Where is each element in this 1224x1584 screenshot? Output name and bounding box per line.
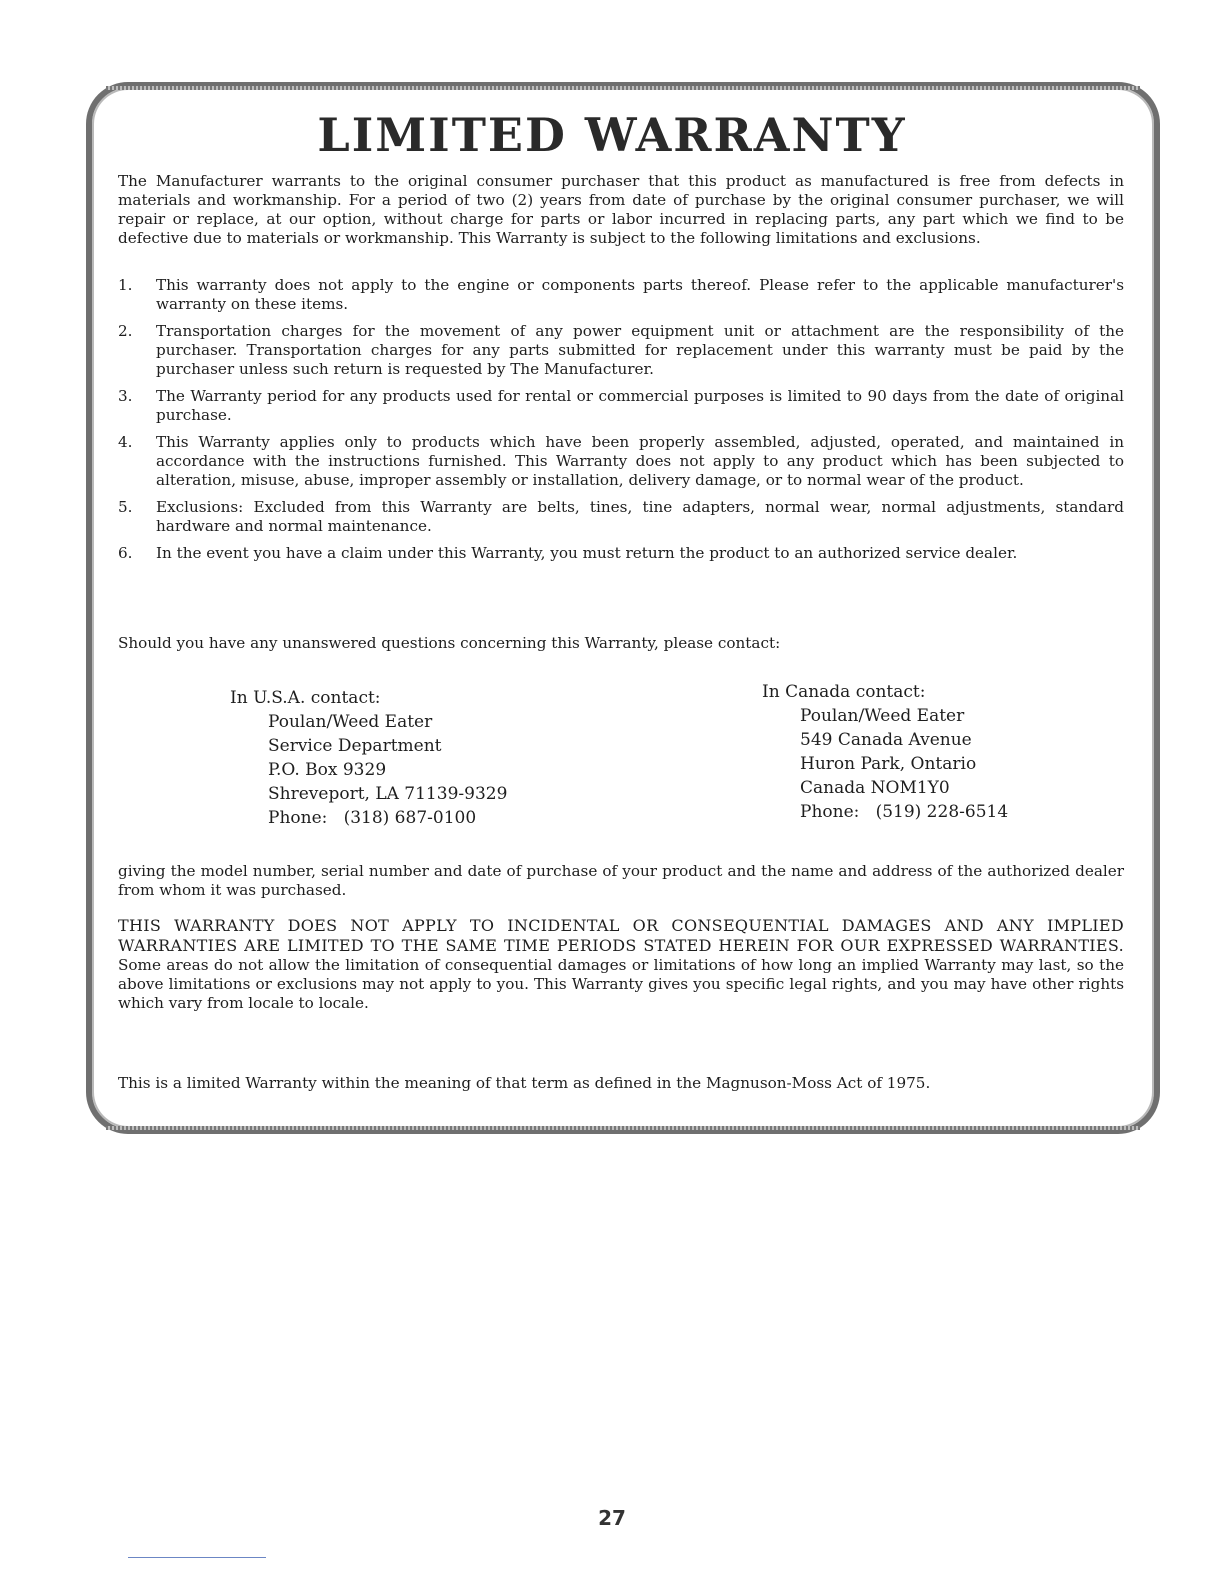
- intro-paragraph: The Manufacturer warrants to the original consumer purchaser that this product as manufactured is free from defects in materials and workmanship. For a period of two (2) years from date of purchase by the original consumer purchaser, we will repair or replace, at our option, without charge for parts or labor incurred in replacing parts, any part which we find to be defective due to materials or workmanship. This Warranty is subject to the following limitations and exclusions.: [118, 172, 1124, 247]
- disclaimer-caps: THIS WARRANTY DOES NOT APPLY TO INCIDENTAL OR CONSEQUENTIAL DAMAGES AND ANY IMPLIED WARRANTIES ARE LIMITED TO THE SAME TIME PERIODS STATED HEREIN FOR OUR EXPRESSED WARRANTIES.: [118, 916, 1124, 955]
- item-number: 5.: [118, 498, 133, 516]
- item-number: 3.: [118, 387, 133, 405]
- footer-rule: [128, 1557, 266, 1558]
- list-item: [118, 433, 1124, 490]
- list-item: [118, 387, 1124, 425]
- page-title: LIMITED WARRANTY: [317, 108, 907, 162]
- usa-address-line: Service Department: [268, 736, 442, 756]
- usa-address-line: Poulan/Weed Eater: [268, 712, 433, 732]
- item-text: This Warranty applies only to products which have been properly assembled, adjusted, operated, and maintained in accordance with the instructions furnished. This Warranty does not apply to any product which has been subjected to alteration, misuse, abuse, improper assembly or installation, delivery damage, or to normal wear of the product.: [156, 433, 1124, 489]
- list-item: [118, 544, 1124, 563]
- canada-address-line: Poulan/Weed Eater: [800, 706, 965, 726]
- item-number: 1.: [118, 276, 133, 294]
- list-item: [118, 276, 1124, 314]
- item-number: 6.: [118, 544, 133, 562]
- page-number: 27: [598, 1506, 626, 1530]
- usa-phone: Phone: (318) 687-0100: [268, 808, 477, 828]
- item-number: 4.: [118, 433, 133, 451]
- usa-contact-block: [230, 686, 507, 830]
- canada-contact-block: [762, 680, 1008, 824]
- item-text: Exclusions: Excluded from this Warranty are belts, tines, tine adapters, normal wear, normal adjustments, standard hardware and normal maintenance.: [156, 498, 1124, 535]
- canada-address-line: Canada NOM1Y0: [800, 778, 950, 798]
- canada-phone: Phone: (519) 228-6514: [800, 802, 1009, 822]
- disclaimer-followup: Some areas do not allow the limitation of consequential damages or limitations of how long an implied Warranty may last, so the above limitations or exclusions may not apply to you. This Warranty gives you specific legal rights, and you may have other rights which vary from locale to locale.: [118, 956, 1124, 1012]
- item-text: Transportation charges for the movement of any power equipment unit or attachment are the responsibility of the purchaser. Transportation charges for any parts submitted for replacement under this warranty must be paid by the purchaser unless such return is requested by The Manufacturer.: [156, 322, 1124, 378]
- usa-contact-heading: In U.S.A. contact:: [230, 688, 381, 708]
- magnuson-moss-statement: This is a limited Warranty within the meaning of that term as defined in the Magnuson-Moss Act of 1975.: [118, 1074, 931, 1092]
- item-text: This warranty does not apply to the engine or components parts thereof. Please refer to the applicable manufacturer's warranty on these items.: [156, 276, 1124, 313]
- item-text: In the event you have a claim under this Warranty, you must return the product to an authorized service dealer.: [156, 544, 1018, 562]
- usa-address-line: P.O. Box 9329: [268, 760, 387, 780]
- list-item: [118, 498, 1124, 536]
- limitations-list: [118, 276, 1124, 571]
- disclaimer-paragraph: [118, 916, 1124, 1013]
- item-number: 2.: [118, 322, 133, 340]
- usa-address-line: Shreveport, LA 71139-9329: [268, 784, 508, 804]
- canada-address-line: 549 Canada Avenue: [800, 730, 972, 750]
- giving-paragraph: giving the model number, serial number and date of purchase of your product and the name and address of the authorized dealer from whom it was purchased.: [118, 862, 1124, 899]
- canada-contact-heading: In Canada contact:: [762, 682, 926, 702]
- contact-intro: Should you have any unanswered questions concerning this Warranty, please contact:: [118, 634, 781, 652]
- canada-address-line: Huron Park, Ontario: [800, 754, 977, 774]
- item-text: The Warranty period for any products used for rental or commercial purposes is limited to 90 days from the date of original purchase.: [156, 387, 1124, 424]
- list-item: [118, 322, 1124, 379]
